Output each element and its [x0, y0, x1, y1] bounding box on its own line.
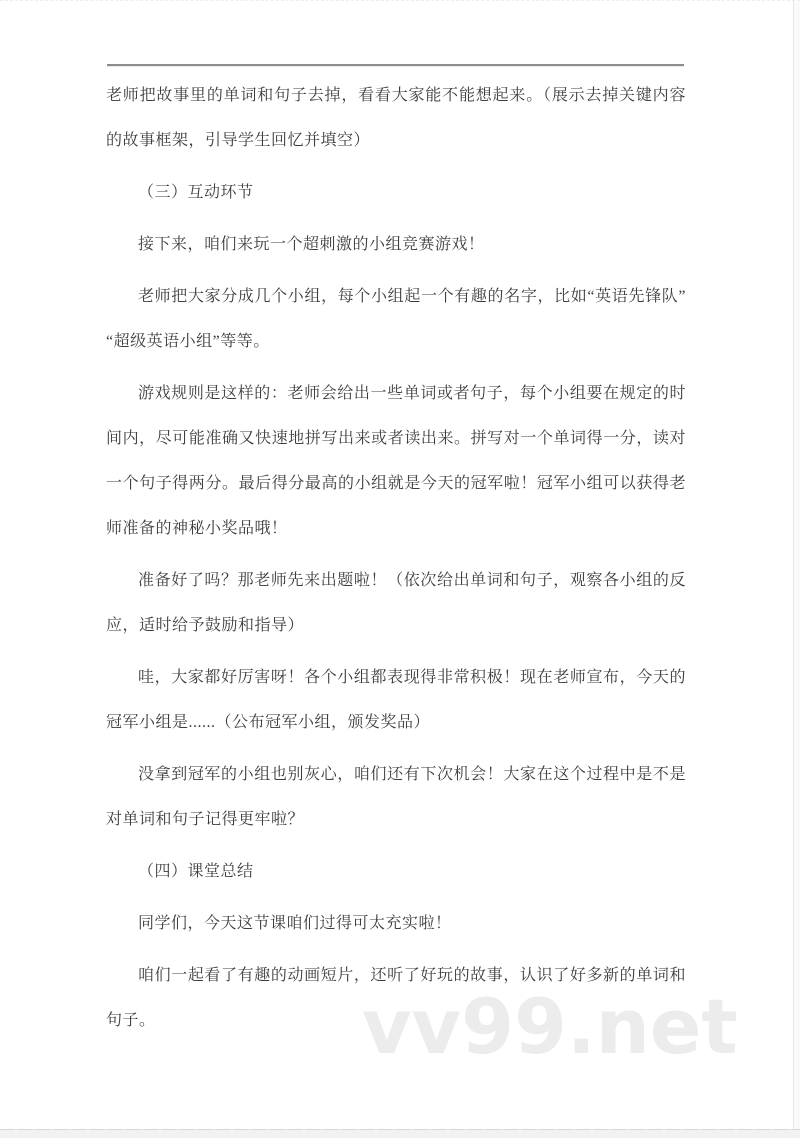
page-right-gutter: [794, 1, 800, 1130]
document-paragraph: 同学们，今天这节课咱们过得可太充实啦！: [138, 915, 452, 932]
site-watermark: vv99.net: [362, 982, 738, 1071]
document-paragraph: （四）课堂总结: [138, 863, 254, 880]
document-paragraph: 老师把大家分成几个小组，每个小组起一个有趣的名字，比如“英语先锋队”“超级英语小组”等等。: [106, 288, 686, 350]
document-paragraph: 咱们一起看了有趣的动画短片，还听了好玩的故事，认识了好多新的单词和句子。: [106, 967, 686, 1029]
page-right-edge: [793, 1, 794, 1130]
document-paragraph: 哇，大家都好厉害呀！各个小组都表现得非常积极！现在老师宣布，今天的冠军小组是......（公布冠军小组，颁发奖品）: [106, 669, 686, 731]
document-paragraph: 游戏规则是这样的：老师会给出一些单词或者句子，每个小组要在规定的时间内，尽可能准确又快速地拼写出来或者读出来。拼写对一个单词得一分，读对一个句子得两分。最后得分最高的小组就是今天的冠军啦！冠军小组可以获得老师准备的神秘小奖品哦！: [106, 385, 686, 537]
document-paragraph: 没拿到冠军的小组也别灰心，咱们还有下次机会！大家在这个过程中是不是对单词和句子记得更牢啦？: [106, 766, 686, 828]
document-paragraph: 接下来，咱们来玩一个超刺激的小组竞赛游戏！: [138, 236, 485, 253]
document-paragraph: 准备好了吗？那老师先来出题啦！（依次给出单词和句子，观察各小组的反应，适时给予鼓励和指导）: [106, 572, 686, 634]
document-paragraph: 老师把故事里的单词和句子去掉，看看大家能不能想起来。（展示去掉关键内容的故事框架，引导学生回忆并填空）: [106, 87, 686, 149]
document-body: [106, 73, 686, 1050]
document-paragraph: （三）互动环节: [138, 184, 254, 201]
header-divider-line: [107, 64, 684, 66]
